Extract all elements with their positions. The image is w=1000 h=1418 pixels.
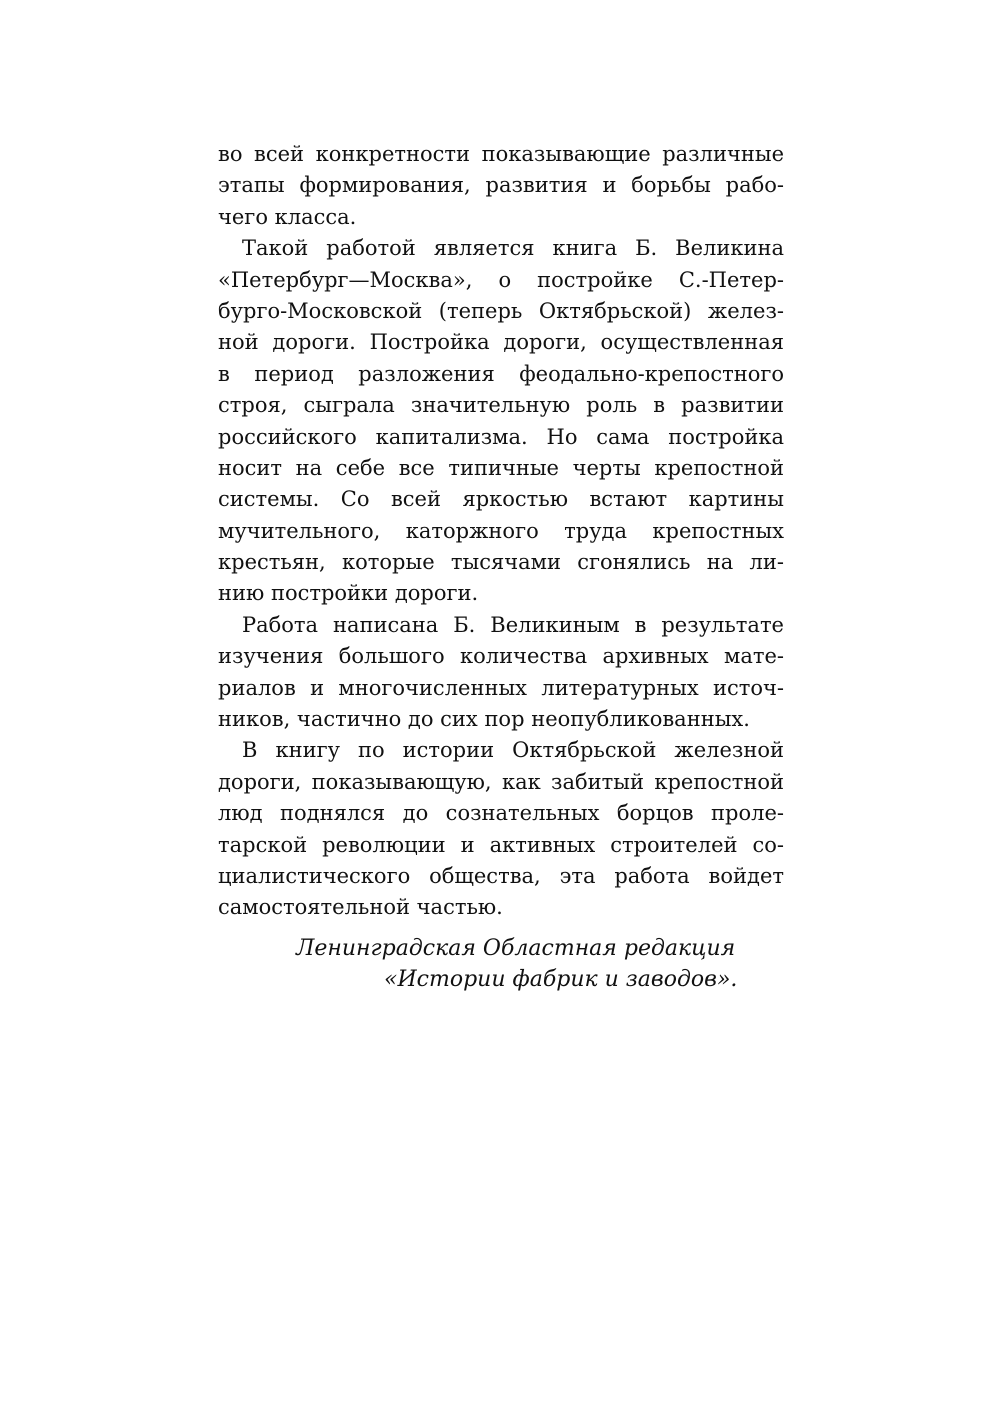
- paragraph-4: [218, 735, 784, 923]
- text-line: ников, частично до сих пор неопубликованных.: [218, 707, 750, 732]
- text-line: В книгу по истории Октябрьской железной: [242, 738, 784, 763]
- text-line: самостоятельной частью.: [218, 895, 503, 920]
- text-line: изучения большого количества архивных мате-: [218, 644, 784, 669]
- signature-line-2: «Истории фабрик и заводов».: [384, 967, 738, 993]
- text-line: во всей конкретности показывающие различные: [218, 142, 784, 166]
- text-line: мучительного, каторжного труда крепостных: [218, 518, 784, 543]
- text-line: тарской революции и активных строителей со-: [218, 832, 784, 857]
- text-line: «Петербург—Москва», о постройке С.-Петер-: [218, 267, 784, 292]
- paragraph-1: [218, 139, 784, 233]
- text-line: строя, сыграла значительную роль в развитии: [218, 393, 784, 418]
- text-line: Работа написана Б. Великиным в результате: [242, 612, 784, 637]
- text-line: бурго-Московской (теперь Октябрьской) желез-: [218, 298, 784, 323]
- text-line: ной дороги. Постройка дороги, осуществленная: [218, 330, 784, 355]
- text-line: Такой работой является книга Б. Великина: [242, 236, 784, 261]
- signature: [218, 933, 784, 996]
- text-line: российского капитализма. Но сама постройка: [218, 424, 784, 449]
- paragraph-3: [218, 610, 784, 736]
- text-line: чего класса.: [218, 204, 357, 229]
- text-line: носит на себе все типичные черты крепостной: [218, 455, 784, 480]
- page-text: [218, 139, 784, 993]
- text-line: нию постройки дороги.: [218, 581, 479, 606]
- signature-line-1: Ленинградская Областная редакция: [296, 936, 736, 961]
- text-line: люд поднялся до сознательных борцов проле-: [218, 801, 784, 826]
- text-line: циалистического общества, эта работа войдет: [218, 863, 784, 888]
- text-line: риалов и многочисленных литературных источ-: [218, 675, 784, 700]
- text-line: этапы формирования, развития и борьбы рабо-: [218, 173, 784, 198]
- paragraph-2: [218, 233, 784, 610]
- text-line: в период разложения феодально-крепостного: [218, 361, 784, 386]
- text-line: системы. Со всей яркостью встают картины: [218, 487, 784, 512]
- text-line: крестьян, которые тысячами сгонялись на ли-: [218, 550, 784, 575]
- text-line: дороги, показывающую, как забитый крепостной: [218, 769, 784, 794]
